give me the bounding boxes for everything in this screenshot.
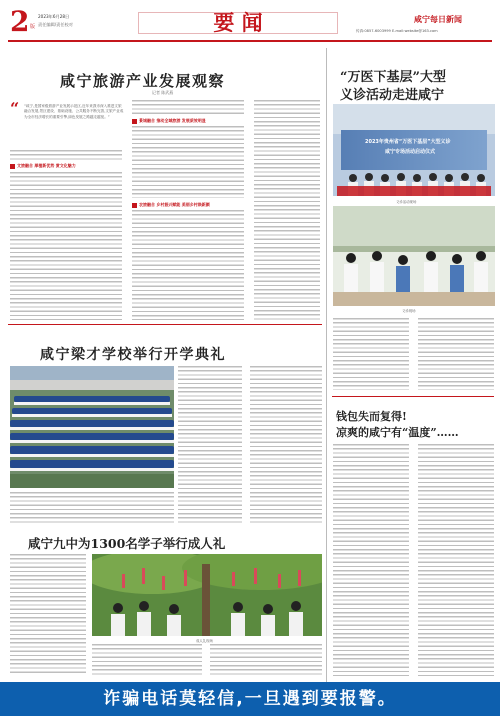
tourism-headline: 咸宁旅游产业发展观察: [60, 72, 226, 90]
medical-banner-line1: 2023年贵州省“万医下基层”大型义诊: [365, 139, 451, 145]
footer-slogan: 诈骗电话莫轻信,一旦遇到要报警。: [103, 689, 397, 709]
tourism-text-col2c: [132, 210, 244, 320]
medical-headline-2: 义诊活动走进咸宁: [340, 88, 445, 103]
tourism-text-col2b: [132, 126, 244, 198]
section-rule: [8, 324, 322, 325]
school-text-col2: [178, 366, 242, 524]
ceremony-headline: 咸宁九中为1300名学子举行成人礼: [28, 536, 226, 551]
zongzi-text-col2: [418, 444, 494, 676]
zongzi-text-col1: [333, 444, 409, 676]
date-line: 2023年6月28日: [38, 14, 70, 19]
tourism-text-col2a: [132, 100, 244, 116]
paper-name: 咸宁每日新闻: [414, 15, 462, 24]
contact-line: 传真:0857-6003999 E-mail:website@163.com: [356, 29, 438, 33]
medical-photo-1-caption: 义诊活动现场: [396, 200, 417, 204]
ceremony-photo-caption: 成人礼现场: [196, 639, 213, 643]
zongzi-headline-1: 钱包失而复得!: [336, 410, 407, 423]
tourism-sub3: [132, 202, 210, 208]
medical-photo-1: [333, 104, 495, 196]
page-suffix: 版: [30, 24, 36, 30]
divider: [326, 48, 327, 688]
tourism-text-col1b: [10, 172, 122, 320]
medical-photo-2-caption: 义诊现场: [402, 309, 416, 313]
sub-marker: [132, 119, 137, 124]
zongzi-headline-2: 凉爽的咸宁有“温度”……: [336, 426, 459, 439]
ceremony-text-col1: [10, 554, 86, 676]
tourism-byline: 记者 陈武燕: [152, 90, 174, 95]
section-rule-right: [332, 396, 494, 397]
school-photo: [10, 366, 174, 488]
tourism-text-col3: [254, 100, 320, 320]
school-headline: 咸宁梁才学校举行开学典礼: [40, 347, 226, 363]
tourism-sub2-label: 景城融合 推动全域旅游 发展质效明显: [139, 118, 206, 123]
ceremony-text-col2: [92, 644, 202, 676]
tourism-text-col1: [10, 150, 122, 160]
masthead: [0, 0, 500, 44]
section-title: 要 闻: [213, 10, 263, 35]
school-text-col3: [250, 366, 322, 524]
tourism-sub1-label: 文旅融合 厚植新优势 赏文化魅力: [17, 163, 76, 168]
medical-headline-1: “万医下基层”大型: [340, 70, 446, 85]
medical-text-col2: [418, 318, 494, 390]
ceremony-text-col3: [210, 644, 322, 676]
page-number: 2: [10, 5, 30, 38]
medical-photo-2: [333, 206, 495, 306]
tourism-sub1: [10, 163, 76, 169]
quote-mark: “: [10, 99, 20, 118]
ceremony-photo: [92, 554, 322, 636]
school-text-col1: [10, 492, 174, 524]
tourism-lead: “咸宁,是国家级旅游产业发展示范区,近年来我市深入推进文旅融合发展,景区建设、基础设施、公共服务不断完善,文旅产业成为全市经济增长的重要引擎,绿色发展之路越走越宽。”: [24, 104, 124, 119]
tourism-sub2: [132, 118, 206, 124]
tourism-sub3-label: 农旅融合 乡村振兴赋能 美丽乡村焕新颜: [139, 202, 210, 207]
medical-text-col1: [333, 318, 409, 390]
sub-marker: [132, 203, 137, 208]
masthead-rule: [8, 40, 492, 42]
sub-marker: [10, 164, 15, 169]
medical-banner-line2: 咸宁专场活动启动仪式: [385, 149, 436, 155]
editor-line: 责任编辑/责任校对: [38, 22, 73, 27]
